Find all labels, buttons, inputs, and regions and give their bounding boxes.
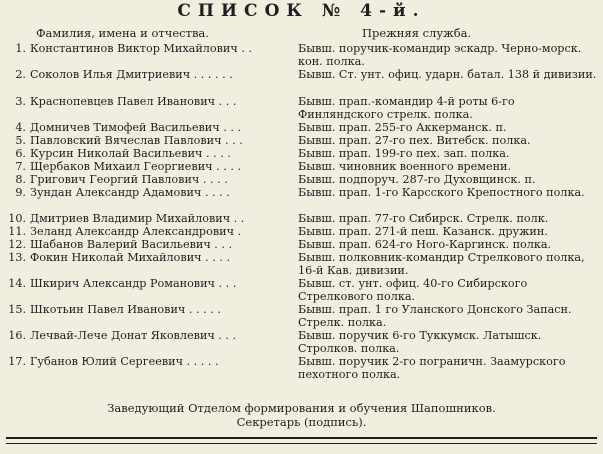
item-service: Бывш. прап. 1-го Карсского Крепостного полка. [298,186,585,199]
item-number: 2. [15,68,26,81]
item-name: Губанов Юлий Сергеевич . . . . . [30,356,219,368]
bottom-rule-thin [6,443,597,444]
item-name: Шабанов Валерий Васильевич . . . [30,239,233,251]
item-service: Бывш. прап. 1 го Уланского Донского Запасн. Стрелк. полка. [298,303,572,329]
item-number: 11. [8,225,26,238]
item-name: Курсин Николай Васильевич . . . . [30,148,231,160]
list-title: СПИСОК № 4-й. [177,1,426,21]
item-number: 16. [8,329,26,342]
item-service: Бывш. чиновник военного времени. [298,160,512,173]
bottom-rule-thick [6,437,597,439]
item-service: Бывш. прап. 271-й пеш. Казанск. дружин. [298,225,548,238]
header-names: Фамилия, имена и отчества. [36,26,209,40]
item-name: Шкирич Александр Романович . . . [30,278,237,290]
item-number: 6. [15,147,26,160]
item-service: Бывш. поручик 2-го пограничн. Заамурского пехотного полка. [298,355,566,381]
item-name: Домничев Тимофей Васильевич . . . [30,122,241,134]
item-number: 7. [15,160,26,173]
item-service: Бывш. прап.-командир 4-й роты 6-го Финляндского стрелк. полка. [298,95,515,121]
item-name: Краснопевцев Павел Иванович . . . [30,96,237,108]
item-number: 8. [15,173,26,186]
item-name: Лечвай-Лече Донат Яковлевич . . . [30,330,237,342]
item-name: Шкотьин Павел Иванович . . . . . [30,304,221,316]
item-number: 10. [8,212,26,225]
item-number: 3. [15,95,26,108]
item-name: Григович Георгий Павлович . . . . [30,174,228,186]
item-number: 9. [15,186,26,199]
item-service: Бывш. прап. 199-го пех. зап. полка. [298,147,510,160]
item-service: Бывш. прап. 255-го Аккерманск. п. [298,121,507,134]
item-service: Бывш. поручик-командир эскадр. Черно-морск. кон. полка. [298,42,582,68]
footer-secretary: Секретарь (подпись). [236,415,367,429]
item-service: Бывш. ст. унт. офиц. 40-го Сибирского Стрелкового полка. [298,277,528,303]
footer-head-of-department: Заведующий Отделом формирования и обучения Шапошников. [107,401,496,415]
item-service: Бывш. полковник-командир Стрелкового полка, 16-й Кав. дивизии. [298,251,585,277]
item-name: Дмитриев Владимир Михайлович . . [30,213,245,225]
item-service: Бывш. прап. 77-го Сибирск. Стрелк. полк. [298,212,549,225]
item-number: 15. [8,303,26,316]
item-name: Щербаков Михаил Георгиевич . . . . [30,161,242,173]
item-name: Зундан Александр Адамович . . . . [30,187,230,199]
item-service: Бывш. прап. 27-го пех. Витебск. полка. [298,134,531,147]
item-service: Бывш. Ст. унт. офиц. ударн. батал. 138 й дивизии. [298,68,597,81]
header-service: Прежняя служба. [362,26,472,40]
item-name: Фокин Николай Михайлович . . . . [30,252,231,264]
item-name: Константинов Виктор Михайлович . . [30,43,253,55]
item-name: Зеланд Александр Александрович . [30,226,242,238]
item-service: Бывш. поручик 6-го Туккумск. Латышск. Стролков. полка. [298,329,542,355]
item-name: Павловский Вячеслав Павлович . . . [30,135,243,147]
item-number: 1. [15,42,26,55]
item-service: Бывш. подпоруч. 287-го Духовщинск. п. [298,173,536,186]
item-number: 4. [15,121,26,134]
item-number: 12. [8,238,26,251]
item-number: 17. [8,355,26,368]
item-service: Бывш. прап. 624-го Ного-Каргинск. полка. [298,238,552,251]
item-number: 5. [15,134,26,147]
item-number: 14. [8,277,26,290]
item-name: Соколов Илья Дмитриевич . . . . . . [30,69,233,81]
item-number: 13. [8,251,26,264]
